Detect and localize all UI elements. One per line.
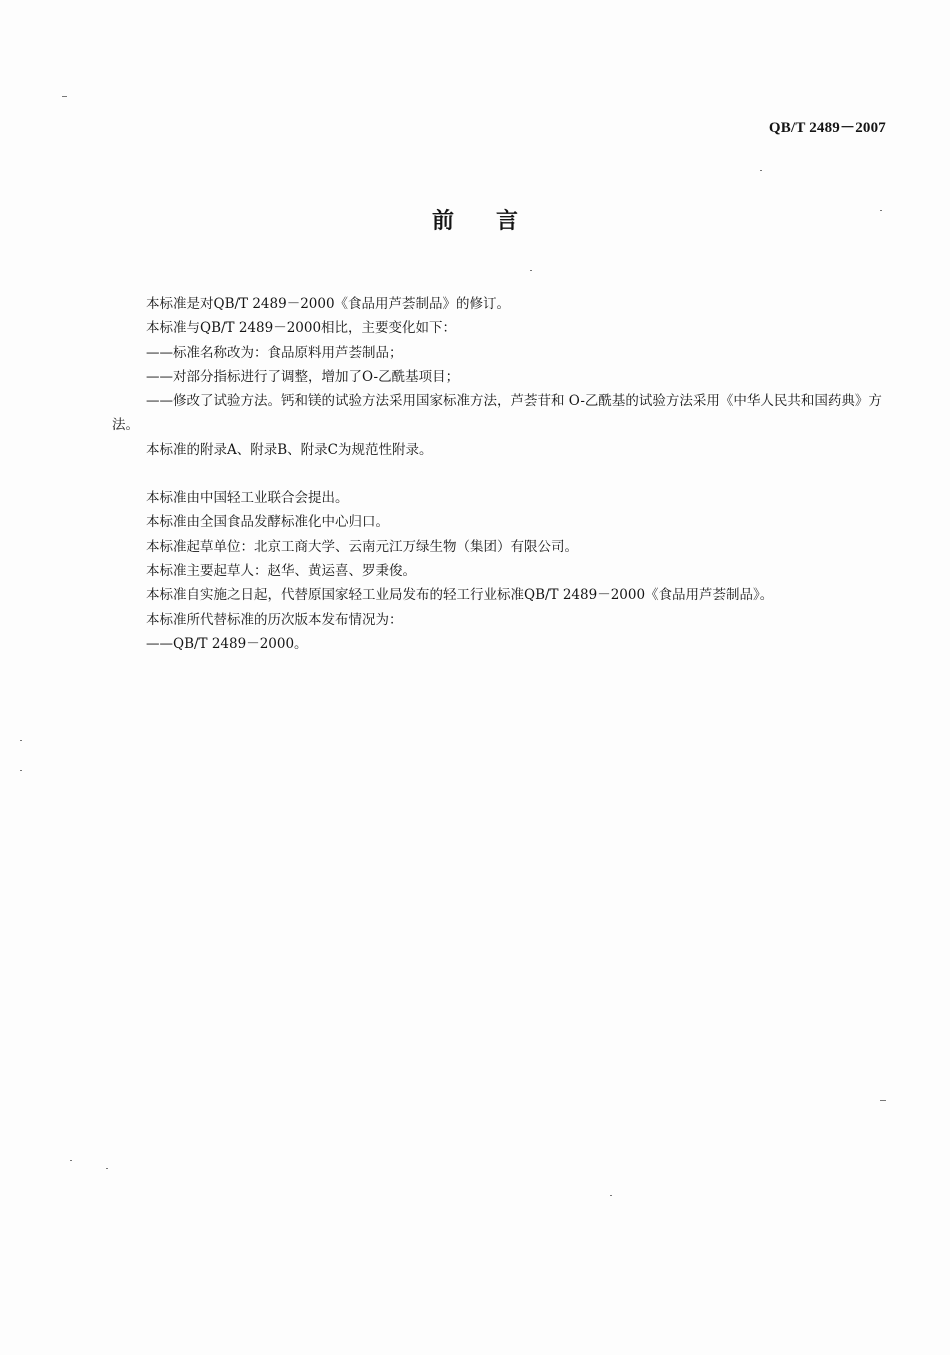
page-title: 前言 <box>431 209 560 234</box>
scan-speck <box>530 270 532 271</box>
paragraph-replacement: 本标准自实施之日起，代替原国家轻工业局发布的轻工行业标准QB/T 2489－2000《食品用芦荟制品》。 <box>146 587 774 604</box>
scan-speck <box>760 170 762 171</box>
paragraph-change-name: ——标准名称改为：食品原料用芦荟制品； <box>146 344 403 361</box>
paragraph-revision: 本标准是对QB/T 2489－2000《食品用芦荟制品》的修订。 <box>146 296 511 312</box>
paragraph-centralized-by: 本标准由全国食品发酵标准化中心归口。 <box>146 514 389 531</box>
scan-speck <box>70 1160 72 1161</box>
scan-speck <box>880 1100 886 1101</box>
paragraph-history-intro: 本标准所代替标准的历次版本发布情况为： <box>146 611 403 628</box>
scan-speck <box>20 740 22 741</box>
scan-speck <box>880 210 882 211</box>
scan-speck <box>610 1195 612 1196</box>
scan-speck <box>62 96 67 97</box>
paragraph-appendices: 本标准的附录A、附录B、附录C为规范性附录。 <box>146 441 433 458</box>
scan-speck <box>106 1168 108 1169</box>
paragraph-change-methods: ——修改了试验方法。钙和镁的试验方法采用国家标准方法，芦荟苷和 O-乙酰基的试验方法采用《中华人民共和国药典》方法。 <box>112 393 882 434</box>
paragraph-changes-intro: 本标准与QB/T 2489－2000相比，主要变化如下： <box>146 320 457 337</box>
preface-body <box>112 292 890 656</box>
paragraph-drafters: 本标准主要起草人：赵华、黄运喜、罗秉俊。 <box>146 562 416 579</box>
scan-speck <box>20 770 22 771</box>
paragraph-history-item: ——QB/T 2489－2000。 <box>146 635 308 652</box>
paragraph-drafting-units: 本标准起草单位：北京工商大学、云南元江万绿生物（集团）有限公司。 <box>146 538 578 555</box>
standard-code: QB/T 2489－2007 <box>768 120 886 136</box>
paragraph-proposed-by: 本标准由中国轻工业联合会提出。 <box>146 490 349 507</box>
paragraph-change-indicators: ——对部分指标进行了调整，增加了O-乙酰基项目； <box>146 368 460 385</box>
